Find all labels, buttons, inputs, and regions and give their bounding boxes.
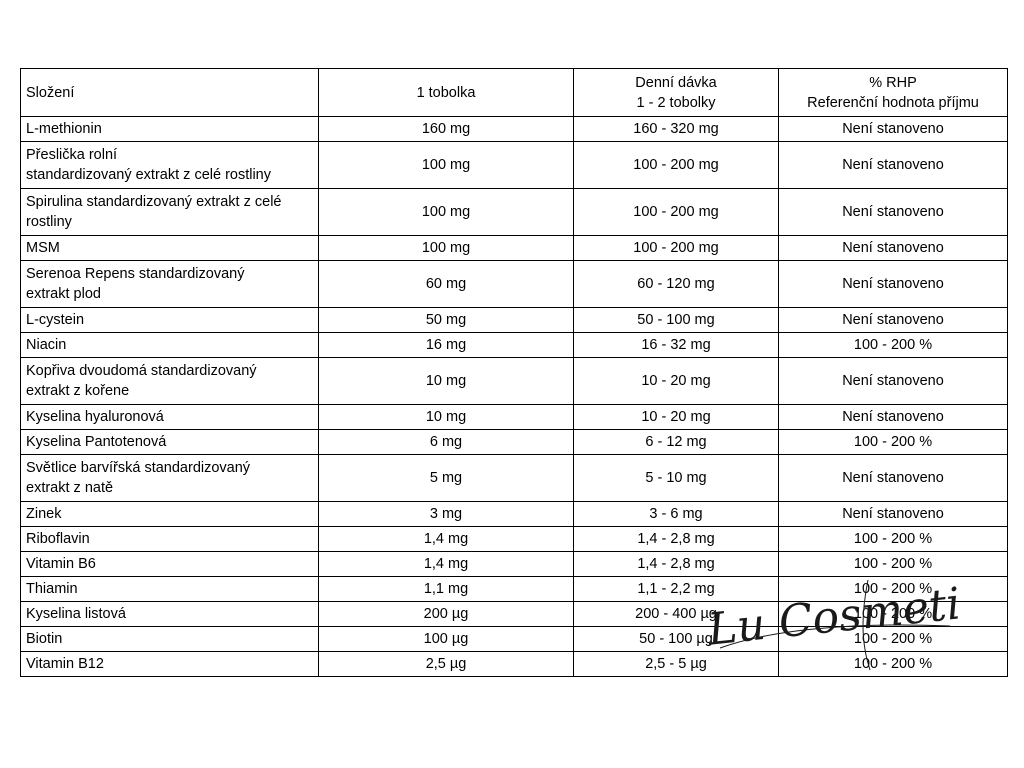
per-capsule-cell: 100 mg (319, 142, 574, 189)
per-capsule-cell: 100 mg (319, 189, 574, 236)
rhp-cell: 100 - 200 % (779, 577, 1008, 602)
daily-dose-cell: 10 - 20 mg (574, 405, 779, 430)
ingredient-name-cell (21, 577, 319, 602)
table-header (21, 69, 1008, 117)
per-capsule-cell: 1,1 mg (319, 577, 574, 602)
table-row (21, 527, 1008, 552)
ingredient-name-line: Niacin (26, 337, 67, 353)
rhp-cell: Není stanoveno (779, 261, 1008, 308)
header-line: % RHP (869, 74, 917, 91)
per-capsule-cell: 16 mg (319, 333, 574, 358)
ingredient-name-line: Vitamin B6 (26, 556, 96, 572)
table-row (21, 430, 1008, 455)
table-body (21, 117, 1008, 677)
per-capsule-cell: 5 mg (319, 455, 574, 502)
composition-sheet (20, 68, 1007, 677)
daily-dose-cell: 50 - 100 mg (574, 308, 779, 333)
per-capsule-cell: 1,4 mg (319, 552, 574, 577)
rhp-cell: Není stanoveno (779, 142, 1008, 189)
ingredient-name-line: Kyselina Pantotenová (26, 434, 167, 450)
header-row (21, 69, 1008, 117)
ingredient-name-line: Kyselina hyaluronová (26, 409, 164, 425)
rhp-cell: 100 - 200 % (779, 430, 1008, 455)
ingredient-name-cell (21, 527, 319, 552)
daily-dose-cell: 50 - 100 µg (574, 627, 779, 652)
rhp-cell: 100 - 200 % (779, 527, 1008, 552)
per-capsule-cell: 60 mg (319, 261, 574, 308)
ingredient-name-cell (21, 455, 319, 502)
rhp-cell: Není stanoveno (779, 358, 1008, 405)
ingredient-name-line: L-methionin (26, 121, 102, 137)
ingredient-name-line: Kyselina listová (26, 606, 126, 622)
per-capsule-cell: 100 mg (319, 236, 574, 261)
table-row (21, 261, 1008, 308)
ingredient-name-line: Kopřiva dvoudomá standardizovaný (26, 363, 257, 379)
header-line: 1 tobolka (416, 84, 476, 101)
ingredient-name-line: Thiamin (26, 581, 78, 597)
ingredient-name-line: standardizovaný extrakt z celé rostliny (26, 167, 271, 183)
ingredient-name-line: Vitamin B12 (26, 656, 104, 672)
ingredient-name-cell (21, 308, 319, 333)
ingredient-name-line: extrakt plod (26, 286, 101, 302)
rhp-cell: Není stanoveno (779, 308, 1008, 333)
per-capsule-cell: 10 mg (319, 405, 574, 430)
daily-dose-cell: 3 - 6 mg (574, 502, 779, 527)
per-capsule-cell: 3 mg (319, 502, 574, 527)
ingredient-name-cell (21, 236, 319, 261)
per-capsule-cell: 50 mg (319, 308, 574, 333)
ingredient-name-cell (21, 502, 319, 527)
per-capsule-cell: 6 mg (319, 430, 574, 455)
table-row (21, 333, 1008, 358)
ingredient-name-cell (21, 117, 319, 142)
daily-dose-cell: 100 - 200 mg (574, 189, 779, 236)
rhp-cell: 100 - 200 % (779, 333, 1008, 358)
header-line: Složení (26, 84, 75, 101)
watermark-text: Lu Cosmetics (705, 573, 960, 656)
ingredient-name-cell (21, 358, 319, 405)
table-row (21, 308, 1008, 333)
ingredient-name-line: Přeslička rolní (26, 147, 118, 163)
rhp-cell: 100 - 200 % (779, 652, 1008, 677)
rhp-cell: Není stanoveno (779, 405, 1008, 430)
daily-dose-cell: 1,4 - 2,8 mg (574, 552, 779, 577)
table-row (21, 236, 1008, 261)
header-line: 1 - 2 tobolky (636, 94, 716, 111)
table-row (21, 502, 1008, 527)
per-capsule-cell: 160 mg (319, 117, 574, 142)
ingredient-name-cell (21, 652, 319, 677)
ingredient-name-cell (21, 602, 319, 627)
ingredient-name-line: rostliny (26, 214, 72, 230)
header-line: Referenční hodnota příjmu (807, 94, 979, 111)
ingredient-name-line: Světlice barvířská standardizovaný (26, 460, 251, 476)
daily-dose-cell: 10 - 20 mg (574, 358, 779, 405)
ingredient-name-line: extrakt z kořene (26, 383, 130, 399)
ingredient-name-line: Riboflavin (26, 531, 90, 547)
daily-dose-cell: 5 - 10 mg (574, 455, 779, 502)
rhp-cell: Není stanoveno (779, 455, 1008, 502)
ingredient-name-line: MSM (26, 240, 60, 256)
ingredient-name-cell (21, 261, 319, 308)
header-line: Denní dávka (635, 74, 717, 91)
daily-dose-cell: 6 - 12 mg (574, 430, 779, 455)
daily-dose-cell: 200 - 400 µg (574, 602, 779, 627)
daily-dose-cell: 160 - 320 mg (574, 117, 779, 142)
ingredient-name-line: extrakt z natě (26, 480, 114, 496)
rhp-cell: 100 - 200 % (779, 602, 1008, 627)
daily-dose-cell: 2,5 - 5 µg (574, 652, 779, 677)
ingredient-name-cell (21, 405, 319, 430)
ingredient-name-line: L-cystein (26, 312, 85, 328)
rhp-cell: Není stanoveno (779, 117, 1008, 142)
ingredient-name-cell (21, 627, 319, 652)
ingredient-name-cell (21, 430, 319, 455)
composition-table (20, 68, 1008, 677)
per-capsule-cell: 10 mg (319, 358, 574, 405)
ingredient-name-cell (21, 552, 319, 577)
daily-dose-cell: 100 - 200 mg (574, 236, 779, 261)
per-capsule-cell: 1,4 mg (319, 527, 574, 552)
ingredient-name-line: Biotin (26, 631, 63, 647)
table-row (21, 117, 1008, 142)
table-row (21, 652, 1008, 677)
table-row (21, 627, 1008, 652)
header-rhp (779, 69, 1008, 117)
daily-dose-cell: 100 - 200 mg (574, 142, 779, 189)
header-composition (21, 69, 319, 117)
rhp-cell: Není stanoveno (779, 236, 1008, 261)
daily-dose-cell: 60 - 120 mg (574, 261, 779, 308)
daily-dose-cell: 1,4 - 2,8 mg (574, 527, 779, 552)
table-row (21, 142, 1008, 189)
per-capsule-cell: 100 µg (319, 627, 574, 652)
table-row (21, 455, 1008, 502)
table-row (21, 358, 1008, 405)
ingredient-name-line: Serenoa Repens standardizovaný (26, 266, 245, 282)
ingredient-name-cell (21, 333, 319, 358)
ingredient-name-cell (21, 189, 319, 236)
daily-dose-cell: 16 - 32 mg (574, 333, 779, 358)
header-per-capsule (319, 69, 574, 117)
rhp-cell: Není stanoveno (779, 502, 1008, 527)
ingredient-name-line: Zinek (26, 506, 62, 522)
table-row (21, 189, 1008, 236)
ingredient-name-cell (21, 142, 319, 189)
rhp-cell: 100 - 200 % (779, 627, 1008, 652)
table-row (21, 602, 1008, 627)
per-capsule-cell: 200 µg (319, 602, 574, 627)
ingredient-name-line: Spirulina standardizovaný extrakt z celé (26, 194, 282, 210)
per-capsule-cell: 2,5 µg (319, 652, 574, 677)
table-row (21, 577, 1008, 602)
header-daily-dose (574, 69, 779, 117)
rhp-cell: 100 - 200 % (779, 552, 1008, 577)
daily-dose-cell: 1,1 - 2,2 mg (574, 577, 779, 602)
table-row (21, 405, 1008, 430)
table-row (21, 552, 1008, 577)
rhp-cell: Není stanoveno (779, 189, 1008, 236)
